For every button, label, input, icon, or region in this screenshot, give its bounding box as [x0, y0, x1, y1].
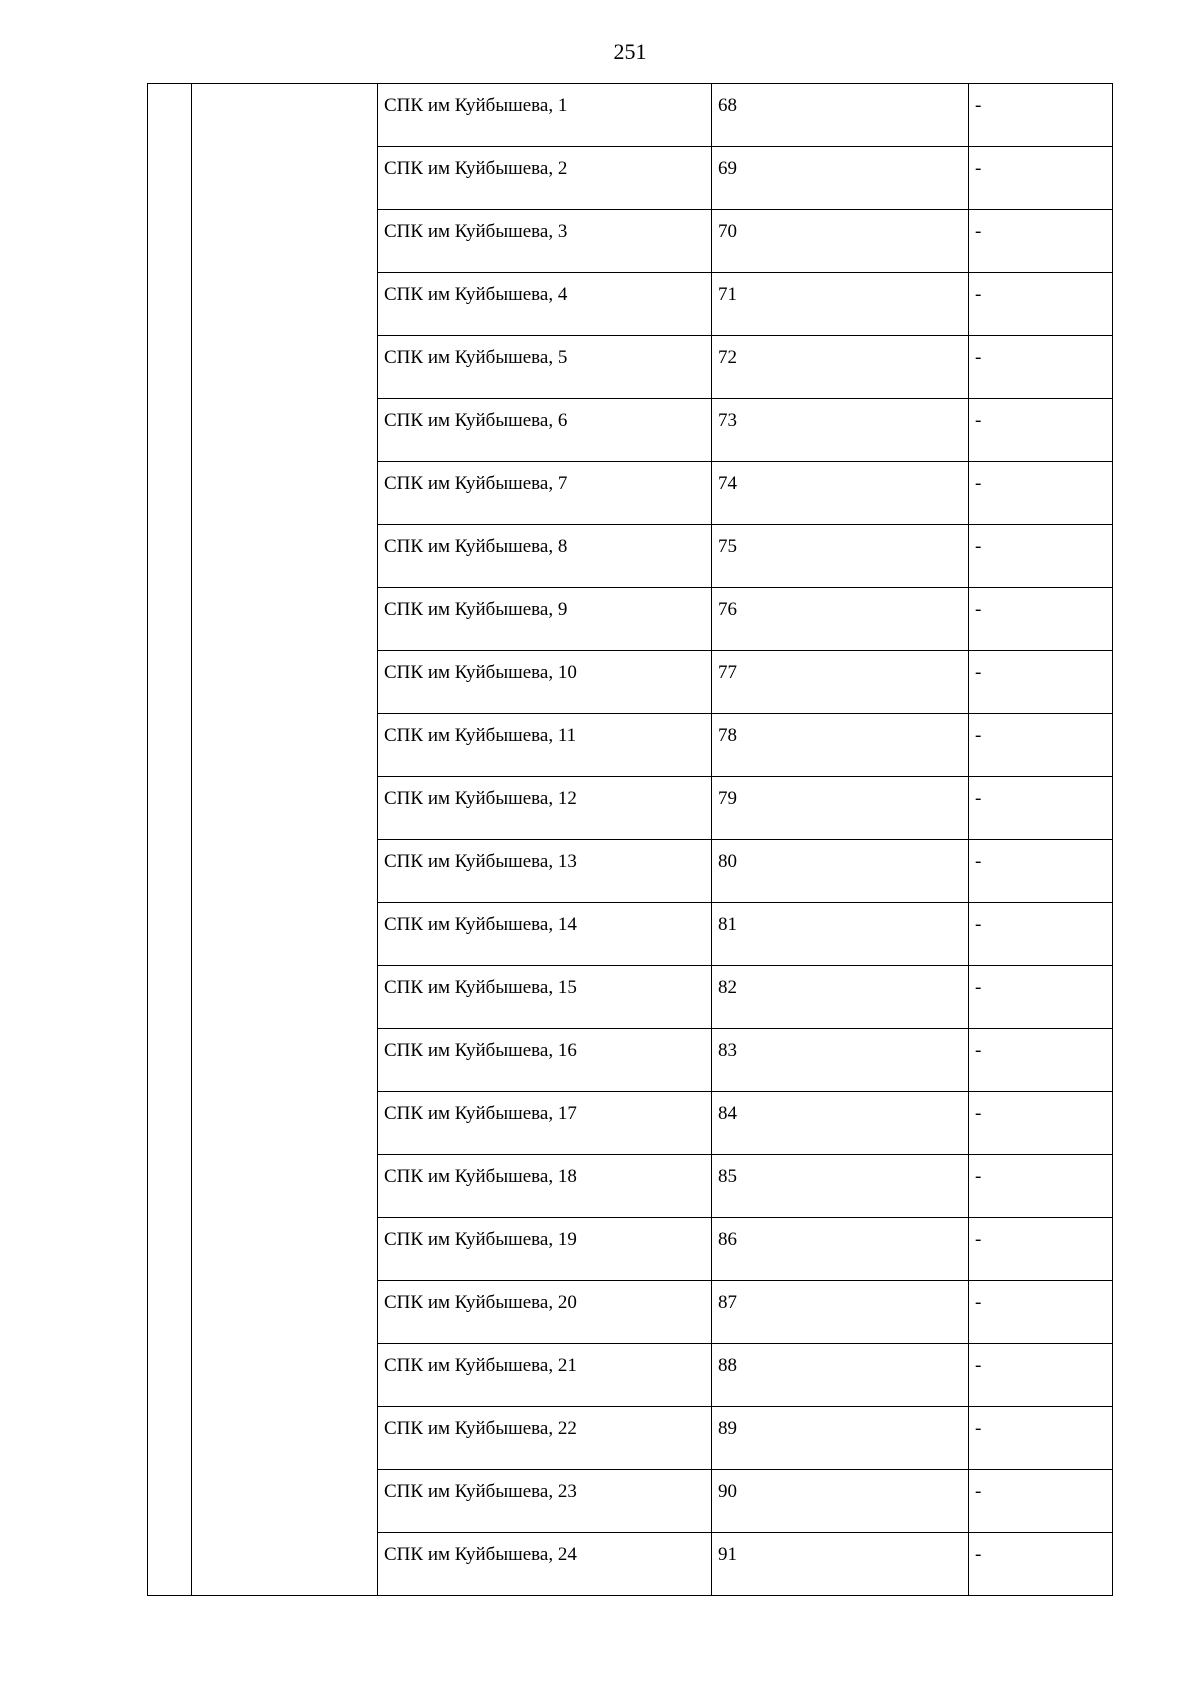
- value-cell: -: [969, 399, 1113, 462]
- number-cell: 72: [712, 336, 969, 399]
- location-name-cell: СПК им Куйбышева, 10: [378, 651, 712, 714]
- number-cell: 83: [712, 1029, 969, 1092]
- value-cell: -: [969, 1344, 1113, 1407]
- value-cell: -: [969, 1092, 1113, 1155]
- location-name-cell: СПК им Куйбышева, 19: [378, 1218, 712, 1281]
- value-cell: -: [969, 1155, 1113, 1218]
- location-name-cell: СПК им Куйбышева, 7: [378, 462, 712, 525]
- table-row: [148, 84, 1113, 147]
- number-cell: 70: [712, 210, 969, 273]
- document-table-container: [147, 83, 1113, 1596]
- value-cell: -: [969, 651, 1113, 714]
- location-name-cell: СПК им Куйбышева, 9: [378, 588, 712, 651]
- document-table: [147, 83, 1113, 1596]
- value-cell: -: [969, 1533, 1113, 1596]
- location-name-cell: СПК им Куйбышева, 23: [378, 1470, 712, 1533]
- number-cell: 78: [712, 714, 969, 777]
- location-name-cell: СПК им Куйбышева, 5: [378, 336, 712, 399]
- value-cell: -: [969, 147, 1113, 210]
- value-cell: -: [969, 336, 1113, 399]
- location-name-cell: СПК им Куйбышева, 17: [378, 1092, 712, 1155]
- number-cell: 84: [712, 1092, 969, 1155]
- location-name-cell: СПК им Куйбышева, 21: [378, 1344, 712, 1407]
- value-cell: -: [969, 1470, 1113, 1533]
- page-number: 251: [613, 39, 647, 64]
- value-cell: -: [969, 588, 1113, 651]
- location-name-cell: СПК им Куйбышева, 12: [378, 777, 712, 840]
- value-cell: -: [969, 273, 1113, 336]
- location-name-cell: СПК им Куйбышева, 18: [378, 1155, 712, 1218]
- value-cell: -: [969, 966, 1113, 1029]
- number-cell: 82: [712, 966, 969, 1029]
- location-name-cell: СПК им Куйбышева, 3: [378, 210, 712, 273]
- number-cell: 89: [712, 1407, 969, 1470]
- number-cell: 80: [712, 840, 969, 903]
- location-name-cell: СПК им Куйбышева, 2: [378, 147, 712, 210]
- number-cell: 77: [712, 651, 969, 714]
- location-name-cell: СПК им Куйбышева, 8: [378, 525, 712, 588]
- number-cell: 74: [712, 462, 969, 525]
- value-cell: -: [969, 525, 1113, 588]
- value-cell: -: [969, 1029, 1113, 1092]
- number-cell: 75: [712, 525, 969, 588]
- number-cell: 87: [712, 1281, 969, 1344]
- number-cell: 79: [712, 777, 969, 840]
- number-cell: 85: [712, 1155, 969, 1218]
- number-cell: 91: [712, 1533, 969, 1596]
- location-name-cell: СПК им Куйбышева, 24: [378, 1533, 712, 1596]
- index-column-cell: [148, 84, 192, 1596]
- number-cell: 76: [712, 588, 969, 651]
- value-cell: -: [969, 1218, 1113, 1281]
- value-cell: -: [969, 840, 1113, 903]
- location-name-cell: СПК им Куйбышева, 16: [378, 1029, 712, 1092]
- location-name-cell: СПК им Куйбышева, 13: [378, 840, 712, 903]
- value-cell: -: [969, 714, 1113, 777]
- value-cell: -: [969, 210, 1113, 273]
- table-body: [148, 84, 1113, 1596]
- number-cell: 90: [712, 1470, 969, 1533]
- number-cell: 81: [712, 903, 969, 966]
- location-name-cell: СПК им Куйбышева, 15: [378, 966, 712, 1029]
- location-name-cell: СПК им Куйбышева, 20: [378, 1281, 712, 1344]
- number-cell: 69: [712, 147, 969, 210]
- number-cell: 68: [712, 84, 969, 147]
- value-cell: -: [969, 462, 1113, 525]
- location-name-cell: СПК им Куйбышева, 22: [378, 1407, 712, 1470]
- number-cell: 88: [712, 1344, 969, 1407]
- group-column-cell: [192, 84, 378, 1596]
- value-cell: -: [969, 84, 1113, 147]
- location-name-cell: СПК им Куйбышева, 6: [378, 399, 712, 462]
- value-cell: -: [969, 903, 1113, 966]
- value-cell: -: [969, 1407, 1113, 1470]
- location-name-cell: СПК им Куйбышева, 14: [378, 903, 712, 966]
- number-cell: 86: [712, 1218, 969, 1281]
- location-name-cell: СПК им Куйбышева, 4: [378, 273, 712, 336]
- location-name-cell: СПК им Куйбышева, 11: [378, 714, 712, 777]
- location-name-cell: СПК им Куйбышева, 1: [378, 84, 712, 147]
- value-cell: -: [969, 777, 1113, 840]
- value-cell: -: [969, 1281, 1113, 1344]
- number-cell: 71: [712, 273, 969, 336]
- number-cell: 73: [712, 399, 969, 462]
